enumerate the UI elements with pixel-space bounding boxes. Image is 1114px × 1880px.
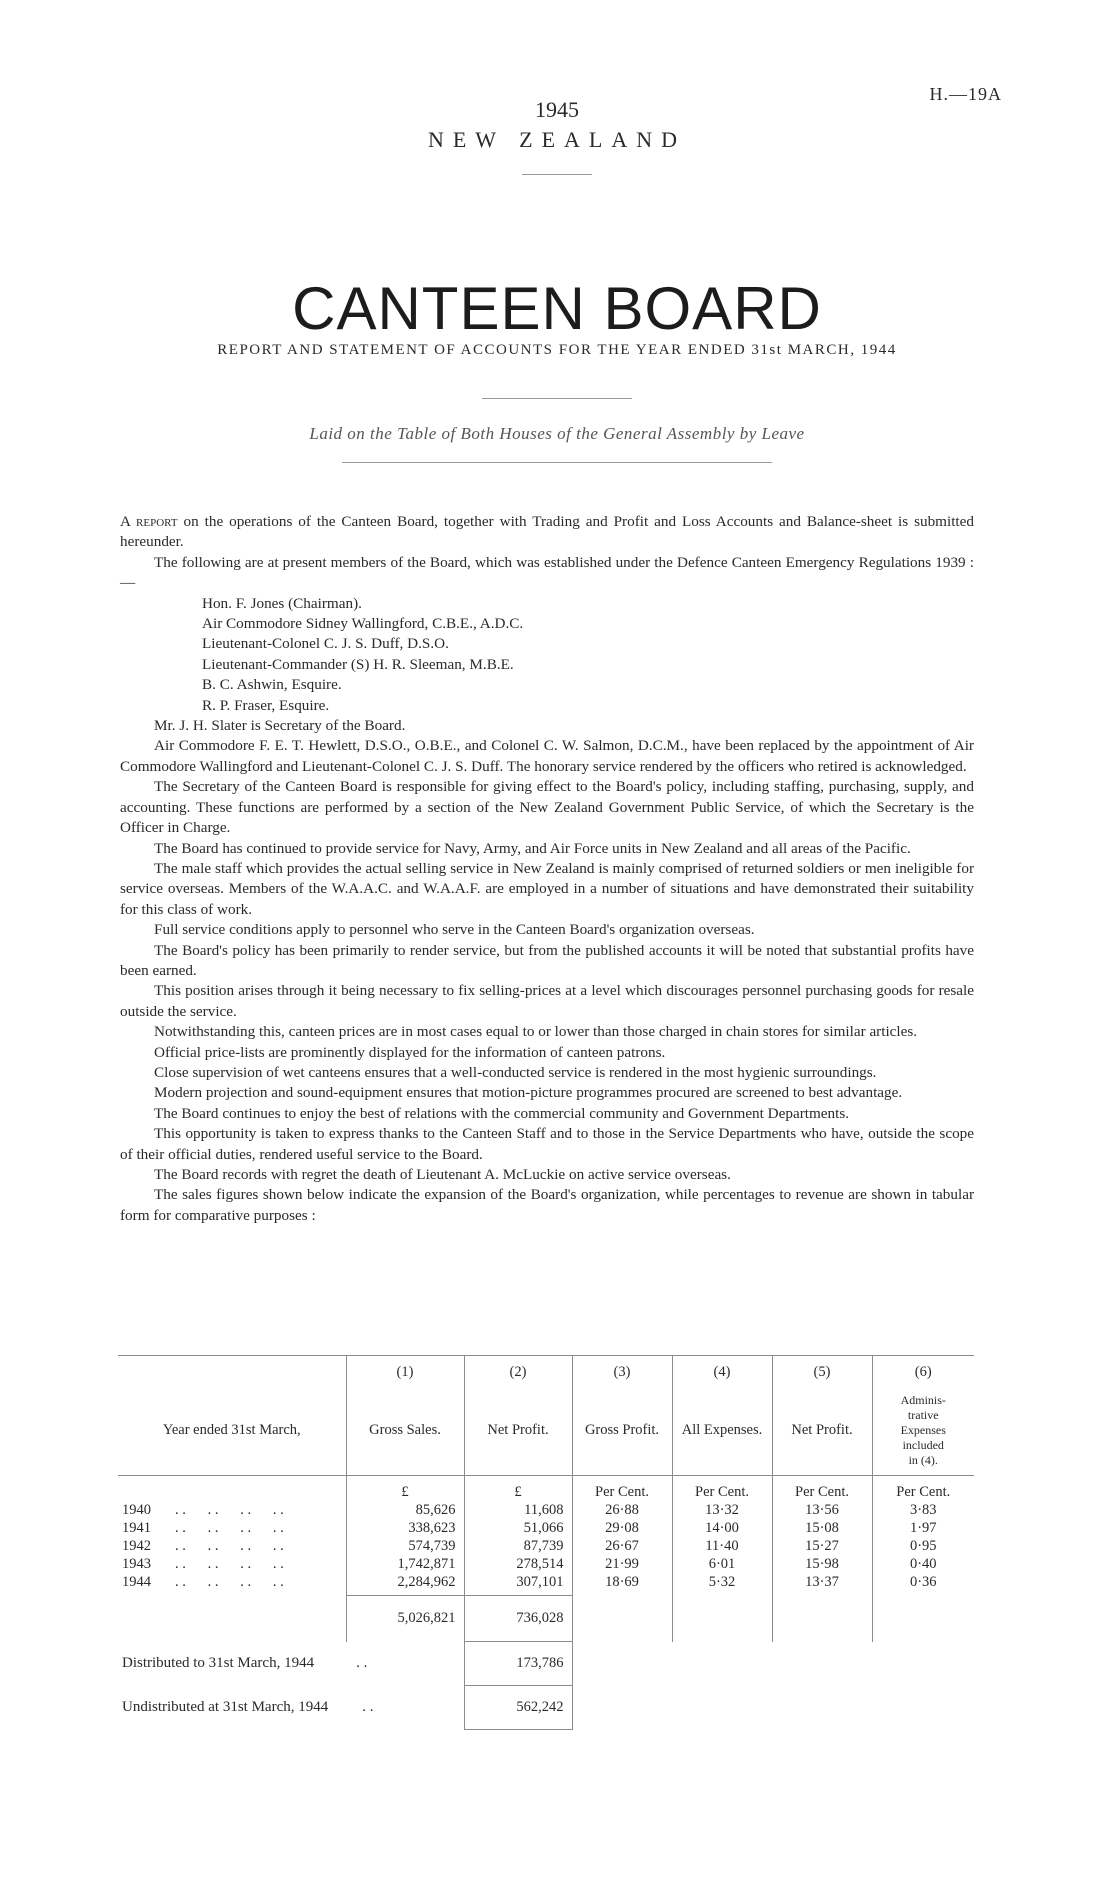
table-row [118,1556,974,1574]
header-admin-line: trative [907,1407,939,1422]
cell-gross-profit-pct: 21·99 [572,1556,672,1574]
header-admin-expenses [872,1386,974,1476]
unit-all-expenses-pct: Per Cent. [672,1476,772,1502]
cell-net-profit: 51,066 [464,1520,572,1538]
body-paragraph: The Board continues to enjoy the best of relations with the commercial community and Government Departments. [154,1104,850,1122]
cell-admin-pct: 0·95 [872,1538,974,1556]
column-number: (6) [872,1356,974,1386]
laid-divider [342,462,772,463]
table-row [118,1574,974,1596]
header-gross-sales: Gross Sales. [346,1386,464,1476]
cell-net-profit-pct: 15·98 [772,1556,872,1574]
header-admin-line: Expenses [900,1422,946,1437]
cell-gross-profit-pct: 18·69 [572,1574,672,1596]
column-number: (1) [346,1356,464,1386]
cell-admin-pct: 3·83 [872,1502,974,1520]
column-number: (2) [464,1356,572,1386]
cell-gross-sales: 85,626 [346,1502,464,1520]
body-paragraph: Official price-lists are prominently displayed for the information of canteen patrons. [154,1043,666,1061]
cell-all-expenses-pct: 5·32 [672,1574,772,1596]
cell-gross-profit-pct: 29·08 [572,1520,672,1538]
column-number: (5) [772,1356,872,1386]
cell-all-expenses-pct: 14·00 [672,1520,772,1538]
subtitle-divider [482,398,632,399]
header-year: Year ended 31st March, [118,1386,346,1476]
member-item: Lieutenant-Colonel C. J. S. Duff, D.S.O. [202,635,449,653]
report-body [120,512,974,1226]
unit-gross-profit-pct: Per Cent. [572,1476,672,1502]
body-paragraph: Close supervision of wet canteens ensures that a well-conducted service is rendered in the most hygienic surroundings. [154,1063,877,1081]
cell-net-profit: 87,739 [464,1538,572,1556]
cell-gross-sales: 2,284,962 [346,1574,464,1596]
cell-gross-profit-pct: 26·67 [572,1538,672,1556]
body-paragraph: Full service conditions apply to personnel who serve in the Canteen Board's organization overseas. [154,921,755,939]
undistributed-label: Undistributed at 31st March, 1944 . . [122,1699,374,1715]
cell-all-expenses-pct: 13·32 [672,1502,772,1520]
distributed-value: 173,786 [464,1642,572,1686]
table-row [118,1538,974,1556]
header-all-expenses-pct: All Expenses. [672,1386,772,1476]
row-year: 1944 . . . . . . . . [122,1573,284,1590]
member-item: Lieutenant-Commander (S) H. R. Sleeman, M.B.E. [202,655,514,673]
member-item: R. P. Fraser, Esquire. [202,696,330,714]
publication-year: 1945 [535,97,579,122]
undistributed-row [118,1686,974,1730]
body-paragraph: The Board records with regret the death of Lieutenant A. McLuckie on active service overseas. [154,1166,731,1183]
secretary-line: Mr. J. H. Slater is Secretary of the Board. [154,717,406,735]
distributed-label: Distributed to 31st March, 1944 . . [122,1655,368,1671]
totals-row [118,1596,974,1642]
total-gross-sales: 5,026,821 [346,1596,464,1642]
body-paragraph: The sales figures shown below indicate the expansion of the Board's organization, while percentages to revenue are shown in tabular form for comparative purposes : [120,1186,974,1224]
cell-net-profit-pct: 15·27 [772,1538,872,1556]
column-number-row [118,1356,974,1386]
body-paragraph: The Secretary of the Canteen Board is responsible for giving effect to the Board's policy, including staffing, purchasing, supply, and accounting. These functions are performed by a section of the New Zealand Government Public Service, of which the Secretary is the Officer in Charge. [120,778,974,837]
table-row [118,1502,974,1520]
cell-net-profit: 278,514 [464,1556,572,1574]
country-heading: NEW ZEALAND [427,127,687,152]
units-row [118,1476,974,1502]
intro-text: on the operations of the Canteen Board, together with Trading and Profit and Loss Accounts and Balance-sheet is submitted hereunder. [120,513,974,551]
undistributed-value: 562,242 [464,1686,572,1730]
sales-table [118,1355,974,1730]
cell-admin-pct: 0·36 [872,1574,974,1596]
document-reference: H.—19A [929,84,1002,104]
laid-on-table-note: Laid on the Table of Both Houses of the General Assembly by Leave [309,424,805,443]
row-year: 1942 . . . . . . . . [122,1537,284,1554]
row-year: 1943 . . . . . . . . [122,1555,284,1572]
body-paragraph: The male staff which provides the actual selling service in New Zealand is mainly comprised of returned soldiers or men ineligible for service overseas. Members of the W.A.A.C. and W.A.A.F. are employed in a number of situations and have demonstrated their suitability for this class of work. [120,859,974,918]
cell-all-expenses-pct: 11·40 [672,1538,772,1556]
body-paragraph: The Board has continued to provide service for Navy, Army, and Air Force units in New Zealand and all areas of the Pacific. [154,839,911,857]
row-year: 1941 . . . . . . . . [122,1519,284,1536]
row-year: 1940 . . . . . . . . [122,1501,284,1518]
body-paragraph: This opportunity is taken to express thanks to the Canteen Staff and to those in the Service Departments who have, outside the scope of their official duties, rendered useful service to the Board. [120,1125,974,1163]
member-item: B. C. Ashwin, Esquire. [202,676,342,694]
body-paragraph: Air Commodore F. E. T. Hewlett, D.S.O., O.B.E., and Colonel C. W. Salmon, D.C.M., have been replaced by the appointment of Air Commodore Wallingford and Lieutenant-Colonel C. J. S. Duff. The honorary service rendered by the officers who retired is acknowledged. [120,737,974,775]
cell-net-profit-pct: 13·37 [772,1574,872,1596]
unit-admin-pct: Per Cent. [872,1476,974,1502]
distributed-row [118,1642,974,1686]
intro-paragraph [120,512,974,553]
cell-net-profit: 307,101 [464,1574,572,1596]
page-title: CANTEEN BOARD [292,275,822,342]
header-admin-line: Adminis- [900,1392,946,1407]
unit-net-profit-pct: Per Cent. [772,1476,872,1502]
report-subtitle: REPORT AND STATEMENT OF ACCOUNTS FOR THE YEAR ENDED 31st MARCH, 1944 [217,342,897,358]
body-paragraph: The Board's policy has been primarily to render service, but from the published accounts it will be noted that substantial profits have been earned. [120,941,974,979]
body-paragraph: Notwithstanding this, canteen prices are in most cases equal to or lower than those charged in chain stores for similar articles. [154,1023,918,1041]
member-item: Air Commodore Sidney Wallingford, C.B.E., A.D.C. [202,615,524,633]
header-net-profit: Net Profit. [464,1386,572,1476]
column-number: (3) [572,1356,672,1386]
unit-gross-sales: £ [346,1476,464,1502]
cell-gross-profit-pct: 26·88 [572,1502,672,1520]
column-header-row [118,1386,974,1476]
header-divider [522,174,592,175]
total-net-profit: 736,028 [464,1596,572,1642]
cell-gross-sales: 1,742,871 [346,1556,464,1574]
unit-net-profit: £ [464,1476,572,1502]
table-row [118,1520,974,1538]
header-admin-line: included [902,1437,944,1452]
body-paragraph: Modern projection and sound-equipment ensures that motion-picture programmes procured are screened to best advantage. [154,1084,903,1102]
cell-gross-sales: 338,623 [346,1520,464,1538]
body-paragraph: This position arises through it being necessary to fix selling-prices at a level which discourages personnel purchasing goods for resale outside the service. [120,982,974,1020]
cell-all-expenses-pct: 6·01 [672,1556,772,1574]
intro-lead: A report [120,513,178,530]
cell-net-profit-pct: 13·56 [772,1502,872,1520]
header-admin-line: in (4). [908,1452,938,1467]
column-number: (4) [672,1356,772,1386]
header-gross-profit-pct: Gross Profit. [572,1386,672,1476]
cell-net-profit-pct: 15·08 [772,1520,872,1538]
cell-admin-pct: 1·97 [872,1520,974,1538]
members-intro: The following are at present members of the Board, which was established under the Defence Canteen Emergency Regulations 1939 :— [120,553,974,592]
cell-gross-sales: 574,739 [346,1538,464,1556]
cell-admin-pct: 0·40 [872,1556,974,1574]
cell-net-profit: 11,608 [464,1502,572,1520]
header-net-profit-pct: Net Profit. [772,1386,872,1476]
member-item: Hon. F. Jones (Chairman). [202,594,362,612]
